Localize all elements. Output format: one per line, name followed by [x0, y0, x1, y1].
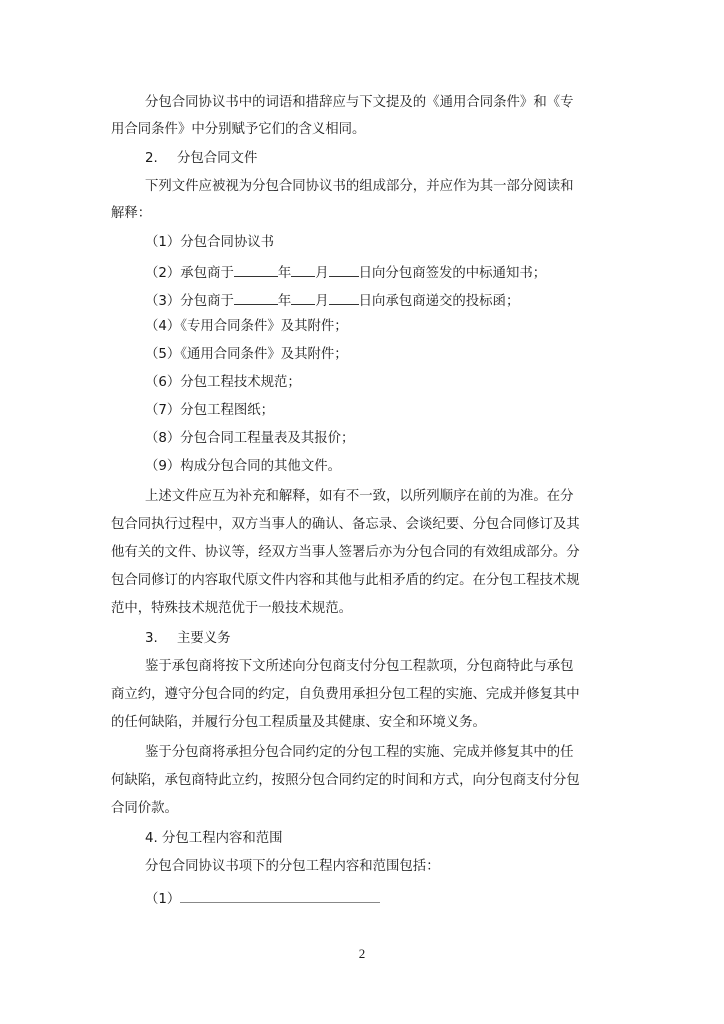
section-2-heading	[145, 150, 257, 168]
list-item-1: （1）分包合同协议书	[145, 235, 275, 250]
blank-year	[234, 290, 278, 305]
list-item-3: （3）分包商于 年 月 日向承包商递交的投标函；	[145, 290, 519, 311]
list-item-9: （9）构成分包合同的其他文件。	[145, 459, 341, 474]
section-3-para-1-line-1: 鉴于承包商将按下文所述向分包商支付分包工程款项，分包商特此与承包	[145, 659, 574, 674]
list-item-2: （2）承包商于 年 月 日向分包商签发的中标通知书；	[145, 262, 546, 283]
list-item-4: （4）《专用合同条件》及其附件；	[145, 319, 348, 334]
list-item-8: （8）分包合同工程量表及其报价；	[145, 431, 355, 446]
blank-month	[291, 290, 315, 305]
section-4-para-1: 分包合同协议书项下的分包工程内容和范围包括：	[145, 859, 440, 874]
section-3-para-1-line-2: 商立约，遵守分包合同的约定，自负费用承担分包工程的实施、完成并修复其中	[111, 687, 580, 702]
list-item-5: （5）《通用合同条件》及其附件；	[145, 347, 348, 362]
section-2-para-2-line-5: 范中，特殊技术规范优于一般技术规范。	[111, 601, 353, 616]
section-2-title: 分包合同文件	[177, 151, 258, 166]
blank-year	[234, 262, 278, 277]
blank-line	[180, 888, 380, 903]
section-3-heading	[145, 630, 231, 648]
section-2-para-2-line-3: 他有关的文件、协议等，经双方当事人签署后亦为分包合同的有效组成部分。分	[111, 545, 580, 560]
blank-month	[291, 262, 315, 277]
section-4-heading: 4. 分包工程内容和范围	[145, 831, 283, 846]
section-3-para-2-line-3: 合同价款。	[111, 801, 178, 816]
section-3-para-1-line-3: 的任何缺陷，并履行分包工程质量及其健康、安全和环境义务。	[111, 715, 486, 730]
section-3-para-2-line-2: 何缺陷，承包商特此立约，按照分包合同约定的时间和方式，向分包商支付分包	[111, 773, 580, 788]
section-2-para-1-line-2: 解释：	[111, 206, 152, 221]
intro-line-2: 用合同条件》中分别赋予它们的含义相同。	[111, 122, 366, 137]
section-3-para-2-line-1: 鉴于分包商将承担分包合同约定的分包工程的实施、完成并修复其中的任	[145, 745, 574, 760]
section-2-para-2-line-4: 包合同修订的内容取代原文件内容和其他与此相矛盾的约定。在分包工程技术规	[111, 573, 580, 588]
list-item-7: （7）分包工程图纸；	[145, 403, 275, 418]
blank-day	[329, 262, 359, 277]
section-2-para-1-line-1: 下列文件应被视为分包合同协议书的组成部分，并应作为其一部分阅读和	[145, 179, 574, 194]
blank-day	[329, 290, 359, 305]
section-2-para-2-line-2: 包合同执行过程中，双方当事人的确认、备忘录、会谈纪要、分包合同修订及其	[111, 517, 580, 532]
section-3-title: 主要义务	[177, 631, 231, 646]
section-2-number: 2.	[145, 151, 158, 166]
section-4-item-1: （1）	[145, 888, 380, 909]
page-number: 2	[358, 946, 366, 961]
list-item-6: （6）分包工程技术规范；	[145, 375, 301, 390]
intro-line-1: 分包合同协议书中的词语和措辞应与下文提及的《通用合同条件》和《专	[145, 95, 574, 110]
section-2-para-2-line-1: 上述文件应互为补充和解释，如有不一致，以所列顺序在前的为准。在分	[145, 489, 574, 504]
section-3-number: 3.	[145, 631, 158, 646]
